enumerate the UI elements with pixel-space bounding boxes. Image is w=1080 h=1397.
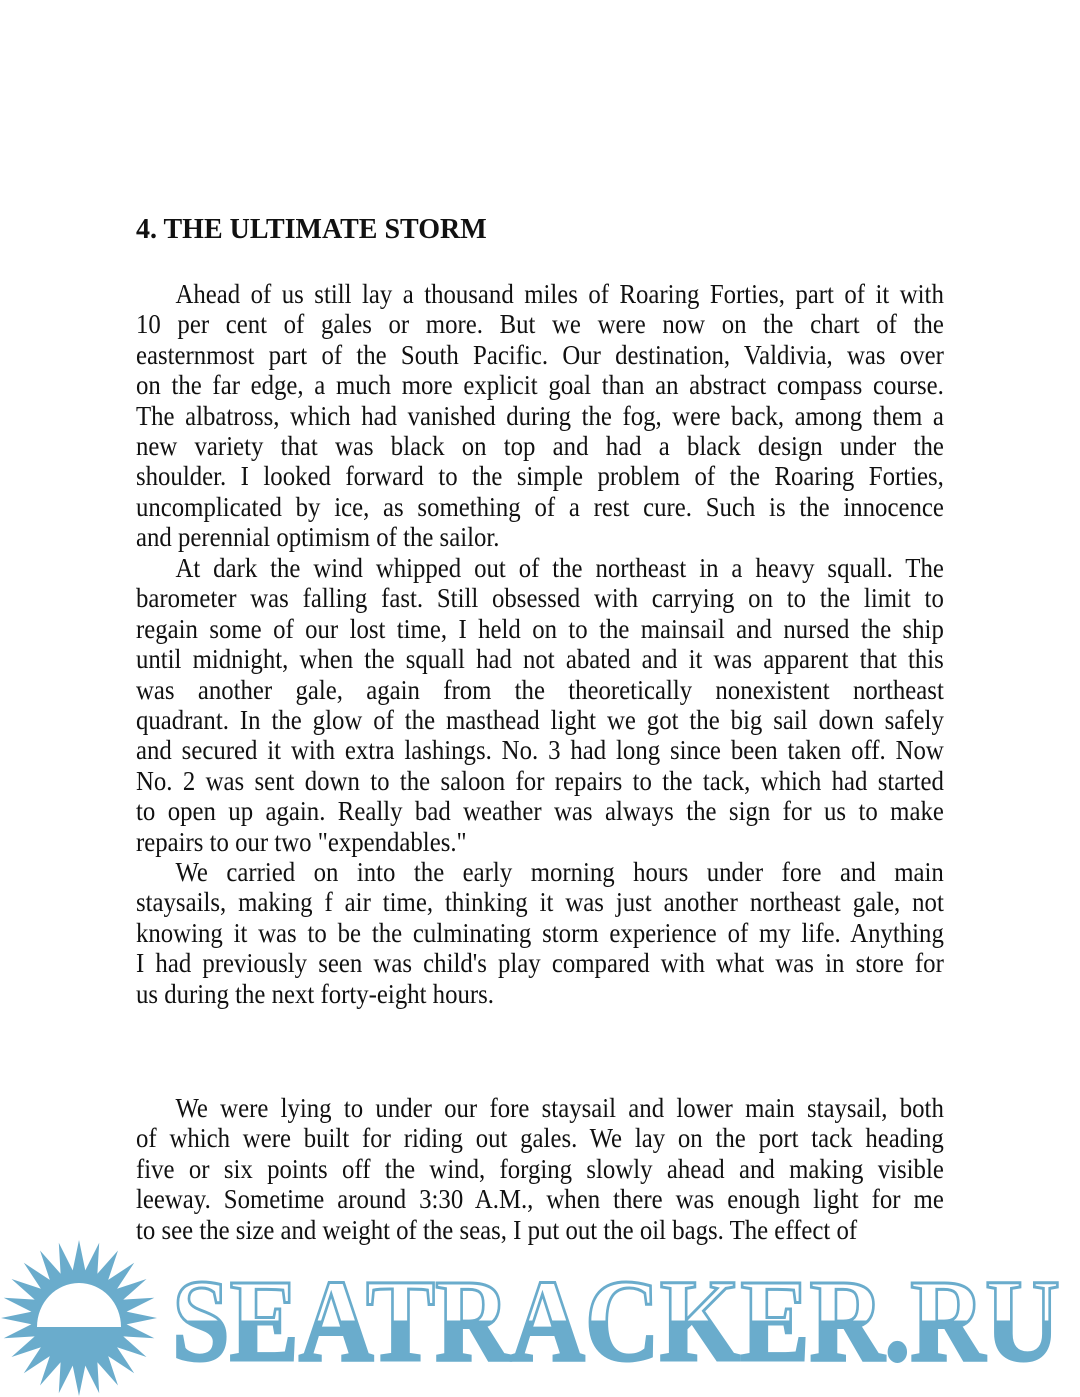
text-line: quadrant. In the glow of the masthead light we got the big sail down safely: [136, 704, 944, 735]
paragraph-1: [136, 279, 1016, 553]
text-line: At dark the wind whipped out of the northeast in a heavy squall. The: [175, 553, 944, 583]
text-line: easternmost part of the South Pacific. Our destination, Valdivia, was over: [136, 339, 944, 370]
text-line: on the far edge, a much more explicit goal than an abstract compass course.: [136, 370, 944, 401]
chapter-title: 4. THE ULTIMATE STORM: [136, 214, 487, 245]
text-line: five or six points off the wind, forging slowly ahead and making visible: [136, 1153, 944, 1184]
paragraph-4: [136, 1093, 1016, 1245]
text-line: and perennial optimism of the sailor.: [136, 522, 500, 553]
sun-icon: [1, 1240, 157, 1396]
text-line: 10 per cent of gales or more. But we were now on the chart of the: [136, 309, 944, 340]
text-line: No. 2 was sent down to the saloon for repairs to the tack, which had started: [136, 765, 944, 796]
text-line: staysails, making f air time, thinking it was just another northeast gale, not: [136, 887, 944, 918]
text-line: and secured it with extra lashings. No. 3 had long since been taken off. Now: [136, 735, 944, 766]
paragraph-3: [136, 857, 1016, 1009]
text-line: knowing it was to be the culminating storm experience of my life. Anything: [136, 917, 944, 948]
text-line: repairs to our two "expendables.": [136, 826, 467, 857]
text-line: new variety that was black on top and had a black design under the: [136, 430, 944, 461]
text-line: shoulder. I looked forward to the simple problem of the Roaring Forties,: [136, 461, 944, 492]
text-line: uncomplicated by ice, as something of a rest cure. Such is the innocence: [136, 491, 944, 522]
watermark-logo: [0, 1236, 1080, 1397]
text-line: to see the size and weight of the seas, I put out the oil bags. The effect of: [136, 1214, 858, 1245]
text-line: barometer was falling fast. Still obsessed with carrying on to the limit to: [136, 583, 944, 614]
text-line: to open up again. Really bad weather was always the sign for us to make: [136, 796, 944, 827]
text-line: We were lying to under our fore staysail and lower main staysail, both: [175, 1093, 944, 1123]
text-line: us during the next forty-eight hours.: [136, 978, 494, 1009]
text-line: regain some of our lost time, I held on to the mainsail and nursed the ship: [136, 613, 944, 644]
text-line: Ahead of us still lay a thousand miles of Roaring Forties, part of it with: [175, 279, 944, 309]
text-line: We carried on into the early morning hours under fore and main: [175, 857, 944, 887]
text-line: I had previously seen was child's play compared with what was in store for: [136, 948, 944, 979]
text-line: The albatross, which had vanished during the fog, were back, among them a: [136, 400, 944, 431]
svg-text:SEATRACKER.RU: SEATRACKER.RU: [172, 1255, 1060, 1386]
text-line: of which were built for riding out gales. We lay on the port tack heading: [136, 1123, 944, 1154]
text-line: was another gale, again from the theoretically nonexistent northeast: [136, 674, 944, 705]
paragraph-2: [136, 553, 1016, 857]
text-line: leeway. Sometime around 3:30 A.M., when there was enough light for me: [136, 1184, 944, 1215]
text-line: until midnight, when the squall had not abated and it was apparent that this: [136, 644, 944, 675]
